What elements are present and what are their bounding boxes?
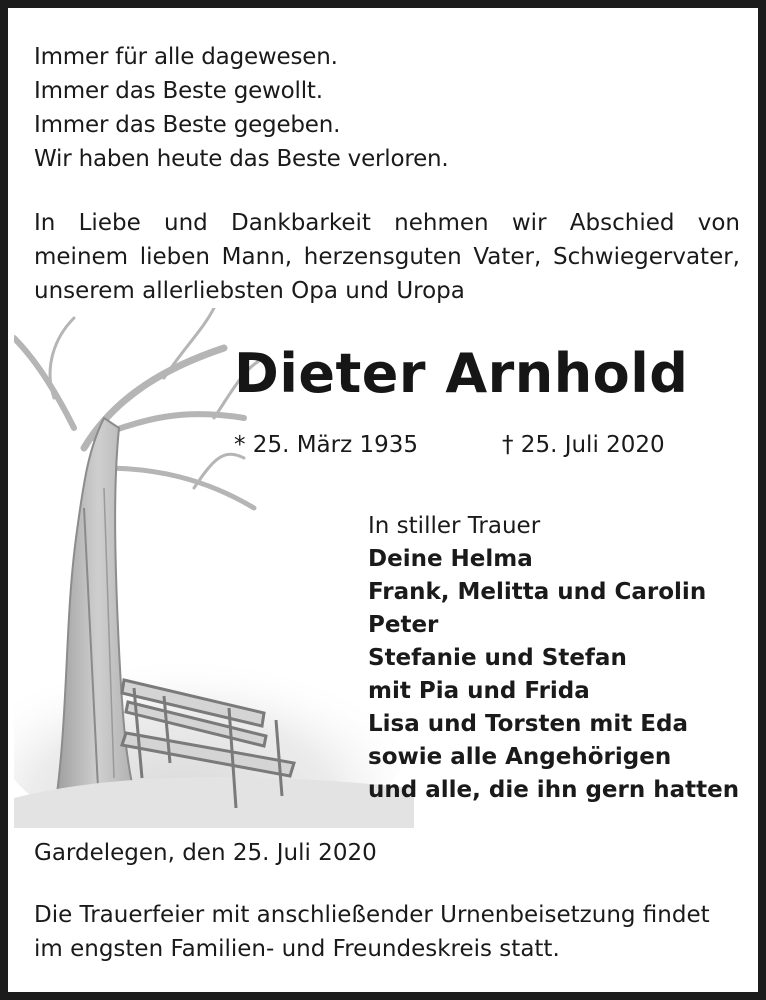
birth-date: * 25. März 1935 bbox=[234, 432, 419, 458]
verse-line: Wir haben heute das Beste verloren. bbox=[34, 146, 449, 172]
deceased-name: Dieter Arnhold bbox=[234, 342, 689, 405]
life-dates bbox=[234, 432, 665, 458]
mourner-entry: mit Pia und Frida bbox=[368, 678, 590, 704]
verse bbox=[34, 40, 449, 176]
farewell-intro bbox=[34, 206, 740, 308]
funeral-service-note bbox=[34, 898, 710, 966]
death-date: † 25. Juli 2020 bbox=[502, 432, 665, 458]
intro-line: meinem lieben Mann, herzensguten Vater, Schwiegervater, bbox=[34, 244, 740, 270]
mourner-entry: Lisa und Torsten mit Eda bbox=[368, 711, 688, 737]
mourners-list bbox=[368, 510, 739, 807]
mourner-entry: Stefanie und Stefan bbox=[368, 645, 627, 671]
mourner-entry: Deine Helma bbox=[368, 546, 533, 572]
verse-line: Immer das Beste gegeben. bbox=[34, 112, 341, 138]
verse-line: Immer das Beste gewollt. bbox=[34, 78, 323, 104]
place-and-date: Gardelegen, den 25. Juli 2020 bbox=[34, 840, 377, 866]
service-line: Die Trauerfeier mit anschließender Urnenbeisetzung findet bbox=[34, 902, 710, 928]
service-line: im engsten Familien- und Freundeskreis statt. bbox=[34, 936, 560, 962]
verse-line: Immer für alle dagewesen. bbox=[34, 44, 338, 70]
intro-line: In Liebe und Dankbarkeit nehmen wir Abschied von bbox=[34, 210, 740, 236]
intro-line: unserem allerliebsten Opa und Uropa bbox=[34, 278, 465, 304]
mourner-entry: Peter bbox=[368, 612, 439, 638]
mourner-entry: Frank, Melitta und Carolin bbox=[368, 579, 707, 605]
mourners-heading: In stiller Trauer bbox=[368, 513, 541, 539]
mourner-entry: und alle, die ihn gern hatten bbox=[368, 777, 740, 803]
mourner-entry: sowie alle Angehörigen bbox=[368, 744, 672, 770]
